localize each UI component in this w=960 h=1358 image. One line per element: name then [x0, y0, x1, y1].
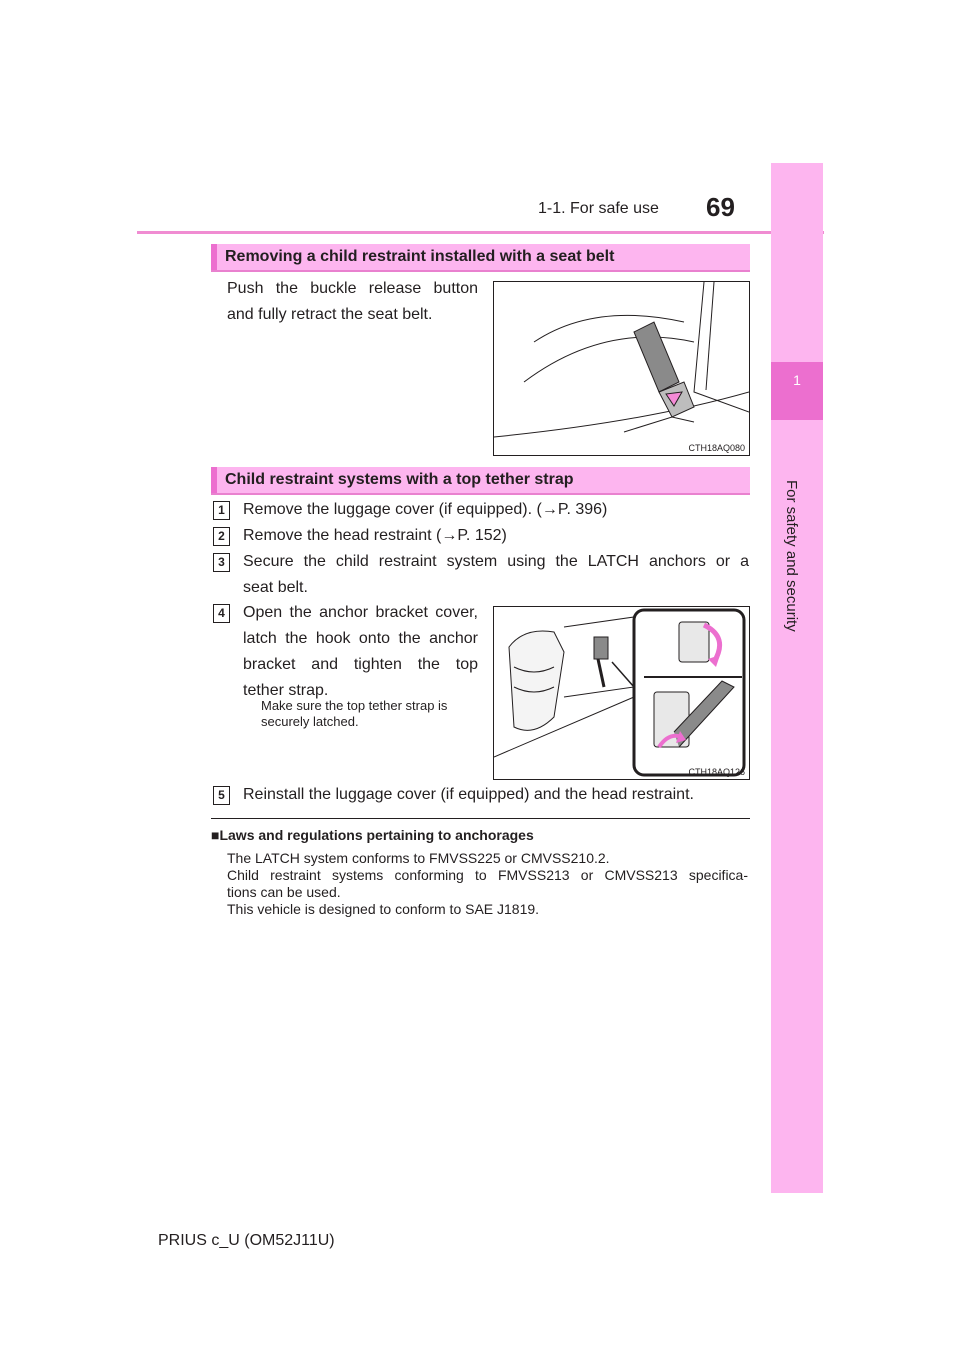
section-header-bar: [211, 467, 217, 493]
step-4-text-line3: bracket and tighten the top: [243, 656, 478, 673]
step-3-text-line1: Secure the child restraint system using the LATCH anchors or a: [243, 553, 749, 570]
step-number-2: 2: [213, 527, 230, 546]
laws-title: Laws and regulations pertaining to anchorages: [219, 827, 534, 843]
step-4-text-line4: tether strap.: [243, 682, 329, 699]
section-header-bar: [211, 244, 217, 270]
seat-belt-buckle-figure: [493, 281, 750, 456]
section-header-text: Removing a child restraint installed with a seat belt: [225, 248, 615, 265]
laws-heading: [211, 827, 534, 843]
step-number-3: 3: [213, 553, 230, 572]
laws-line1: The LATCH system conforms to FMVSS225 or CMVSS210.2.: [227, 850, 610, 866]
chapter-number-box: [771, 362, 823, 420]
step-number-1: 1: [213, 501, 230, 520]
section-header-text: Child restraint systems with a top tether strap: [225, 471, 574, 488]
step-3-text-line2: seat belt.: [243, 579, 308, 596]
chapter-side-tab: [771, 163, 823, 1193]
anchor-bracket-figure: [493, 606, 750, 780]
anchor-bracket-illustration: [494, 607, 749, 779]
header-rule: [137, 231, 824, 234]
step-4-note-line2: securely latched.: [261, 714, 359, 729]
step-2-text: Remove the head restraint (→P. 152): [243, 527, 507, 544]
page-number: 69: [706, 192, 735, 222]
figure-code: CTH18AQ080: [688, 443, 745, 453]
step-4-note-line1: Make sure the top tether strap is: [261, 698, 448, 713]
laws-line4: This vehicle is designed to conform to SAE J1819.: [227, 901, 540, 917]
section1-text-line2: and fully retract the seat belt.: [227, 306, 433, 323]
laws-line2: Child restraint systems conforming to FMVSS213 or CMVSS213 specifica-: [227, 867, 748, 883]
step-4-text-line1: Open the anchor bracket cover,: [243, 604, 478, 621]
laws-marker: ■: [211, 827, 220, 843]
chapter-title: For safety and security: [783, 480, 800, 632]
section-header-top-tether: [211, 467, 750, 495]
section-header-remove-restraint: [211, 244, 750, 272]
step-number-4: 4: [213, 604, 230, 623]
figure-code: CTH18AQ126: [688, 767, 745, 777]
laws-line3: tions can be used.: [227, 884, 341, 900]
section-title: 1-1. For safe use: [538, 200, 659, 217]
step-1-text: Remove the luggage cover (if equipped). (→P. 396): [243, 501, 608, 518]
step-5-text: Reinstall the luggage cover (if equipped) and the head restraint.: [243, 786, 694, 803]
footer-model: PRIUS c_U (OM52J11U): [158, 1232, 335, 1249]
chapter-number: 1: [793, 372, 801, 388]
laws-divider: [211, 818, 750, 819]
step-4-text-line2: latch the hook onto the anchor: [243, 630, 478, 647]
seat-belt-buckle-illustration: [494, 282, 749, 455]
step-number-5: 5: [213, 786, 230, 805]
section1-text-line1: Push the buckle release button: [227, 280, 478, 297]
